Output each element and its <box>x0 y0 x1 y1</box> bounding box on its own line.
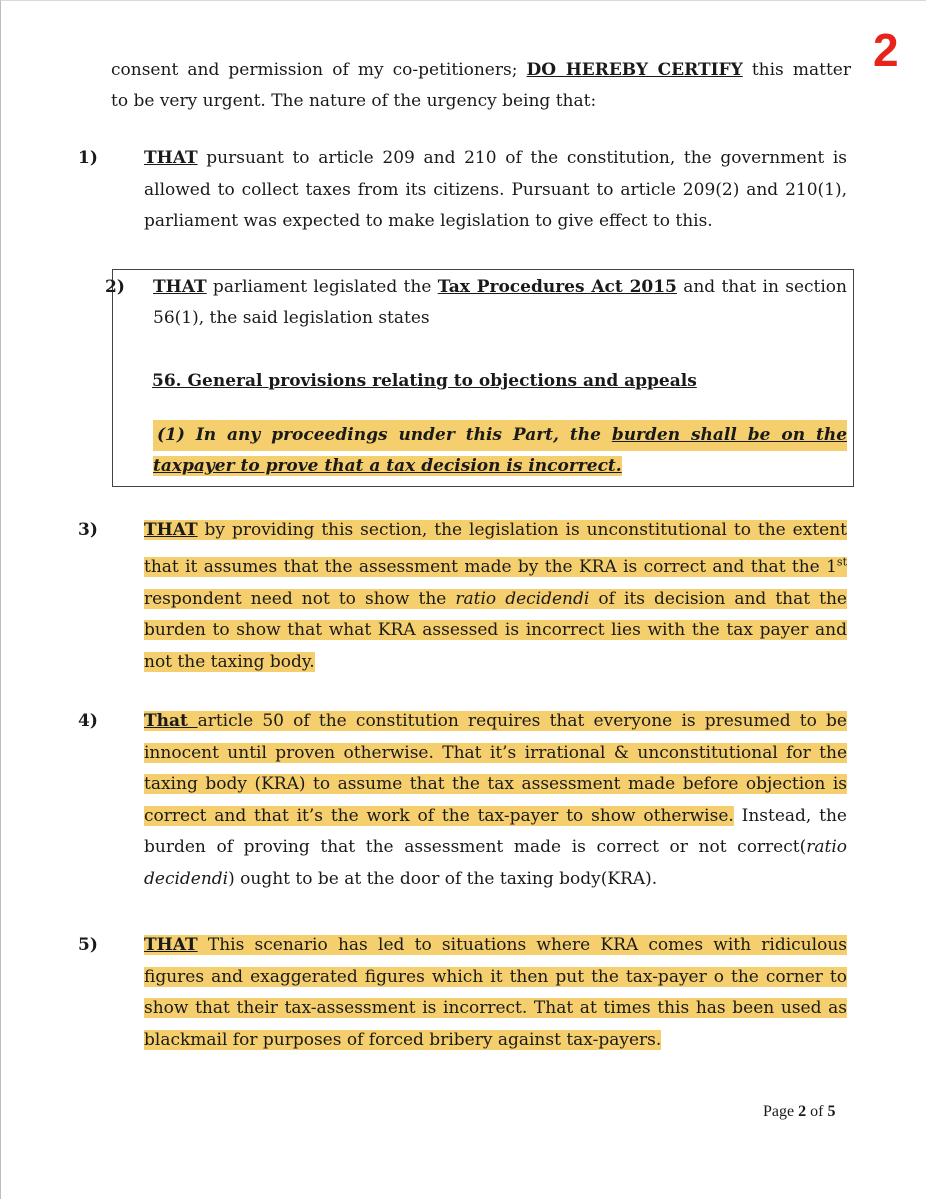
clause-2-text-a: parliament legislated the <box>206 277 438 297</box>
clause-4-text-c: Instead, the burden of proving that the assessment made is correct or not correct( <box>144 805 847 857</box>
clause-5 <box>78 930 847 1056</box>
intro-paragraph <box>111 55 851 117</box>
quote-underlined-2: taxpayer to prove that a tax decision is incorrect. <box>153 456 622 476</box>
clause-2-text-b: and that in section 56(1), the said legislation states <box>153 277 847 328</box>
quote-text-a: (1) In any proceedings under this Part, the <box>157 425 612 445</box>
clause-3-sup: st <box>836 555 847 569</box>
clause-3-lead: THAT <box>144 520 198 540</box>
footer-current-page: 2 <box>798 1103 807 1120</box>
footer-of-word: of <box>806 1103 828 1120</box>
clause-3-text-a: by providing this section, the legislation is unconstitutional to the extent that it assumes that the assessment made by the KRA is correct and that the 1 <box>144 520 847 578</box>
certify-phrase: DO HEREBY CERTIFY <box>526 60 743 80</box>
page-footer <box>763 1103 835 1121</box>
clause-3-italic: ratio decidendi <box>455 588 590 609</box>
clause-2 <box>105 272 847 334</box>
footer-total-pages: 5 <box>827 1103 836 1120</box>
clause-3-text-b: respondent need not to show the <box>144 588 456 609</box>
clause-1-number: 1) <box>78 148 98 168</box>
clause-2-box <box>105 269 854 487</box>
intro-text-1: consent and permission of my co-petitioners; <box>111 60 527 80</box>
clause-3-text-c: of its decision and that the burden to show that what KRA assessed is incorrect lies with the tax payer and not the taxing body. <box>144 588 847 672</box>
page-number-mark: 2 <box>873 24 899 76</box>
clause-4-text-a: article 50 of the constitution requires that everyone is presumed to be innocent until proven otherwise. <box>144 711 847 763</box>
clause-2-lead: THAT <box>153 277 207 297</box>
clause-4-text-b: That it’s irrational & unconstitutional for the taxing body (KRA) to assume that the tax assessment made before objection is correct and that it’s the work of the tax-payer to show otherwise. <box>144 742 848 826</box>
clause-1-text: pursuant to article 209 and 210 of the constitution, the government is allowed to collect taxes from its citizens. Pursuant to article 209(2) and 210(1), parliament was expected to make legislation to give effect to this. <box>144 148 847 231</box>
clause-5-text: This scenario has led to situations where KRA comes with ridiculous figures and exaggerated figures which it then put the tax-payer o the corner to show that their tax-assessment is incorrect. That at times this has been used as blackmail for purposes of forced bribery against tax-payers. <box>144 935 847 1050</box>
clause-4-lead: That <box>144 711 198 731</box>
clause-4-italic-b: decidendi <box>144 868 229 889</box>
clause-5-lead: THAT <box>144 935 198 955</box>
act-name: Tax Procedures Act 2015 <box>437 277 677 297</box>
clause-4-number: 4) <box>78 711 98 731</box>
clause-1-lead: THAT <box>144 148 198 168</box>
clause-3-number: 3) <box>78 520 98 540</box>
clause-4-italic-a: ratio <box>806 837 847 857</box>
clause-4 <box>78 706 848 895</box>
clause-2-number: 2) <box>105 277 125 297</box>
clause-5-number: 5) <box>78 935 98 955</box>
section-quote <box>153 420 847 482</box>
intro-text-2: this matter <box>742 60 851 80</box>
section-heading: 56. General provisions relating to objections and appeals <box>152 371 697 391</box>
clause-4-text-d: ) ought to be at the door of the taxing body(KRA). <box>228 868 658 889</box>
intro-text-3: to be very urgent. The nature of the urgency being that: <box>111 91 597 111</box>
clause-3 <box>78 515 847 678</box>
quote-underlined-1: burden shall be on the <box>611 425 848 445</box>
footer-page-word: Page <box>763 1103 799 1120</box>
clause-1 <box>78 143 847 238</box>
